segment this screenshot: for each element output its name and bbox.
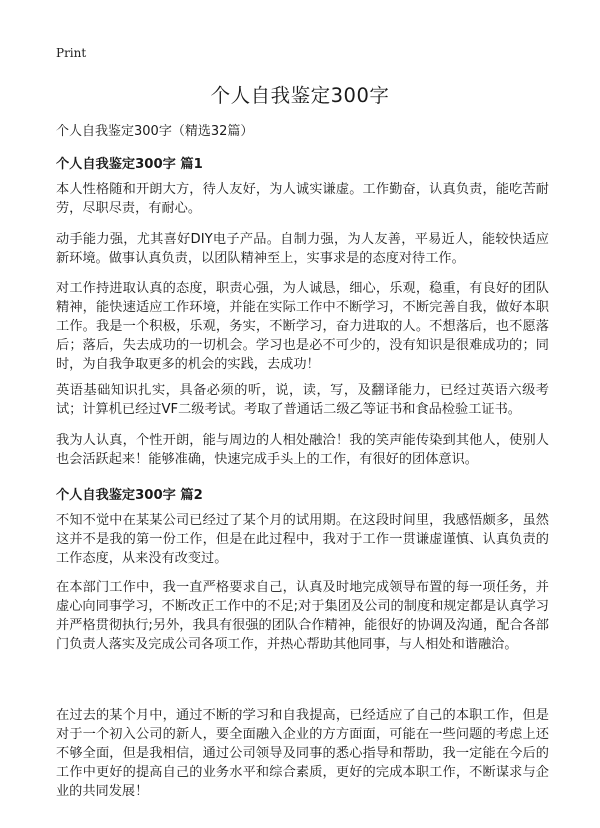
paragraph: 英语基础知识扎实，具备必须的听，说，读，写，及翻译能力，已经过英语六级考试；计算机已经过VF二级考试。考取了普通话二级乙等证书和食品检验工证书。 xyxy=(56,383,549,417)
document-subtitle: 个人自我鉴定300字（精选32篇） xyxy=(56,124,254,139)
print-link[interactable]: Print xyxy=(56,46,87,60)
paragraph: 不知不觉中在某某公司已经过了某个月的试用期。在这段时间里，我感悟颇多，虽然这并不是我的第一份工作，但是在此过程中，我对于工作一贯谦虚谨慎、认真负责的工作态度，从来没有改变过。 xyxy=(56,513,549,566)
paragraph: 在本部门工作中，我一直严格要求自己，认真及时地完成领导布置的每一项任务，并虚心向同事学习，不断改正工作中的不足;对于集团及公司的制度和规定都是认真学习并严格贯彻执行;另外，我具有很强的团队合作精神，能很好的协调及沟通，配合各部门负责人落实及完成公司各项工作，并热心帮助其他同事，与人相处和谐融洽。 xyxy=(56,580,549,652)
paragraph: 动手能力强，尤其喜好DIY电子产品。自制力强，为人友善，平易近人，能较快适应新环境。做事认真负责，以团队精神至上，实事求是的态度对待工作。 xyxy=(56,232,549,266)
section-heading-1: 个人自我鉴定300字 篇1 xyxy=(56,157,203,172)
section-heading-2: 个人自我鉴定300字 篇2 xyxy=(56,488,203,503)
paragraph: 我为人认真，个性开朗，能与周边的人相处融洽！我的笑声能传染到其他人，使别人也会活跃起来！能够准确，快速完成手头上的工作，有很好的团体意识。 xyxy=(56,433,549,467)
page-title: 个人自我鉴定300字 xyxy=(210,84,390,107)
paragraph: 对工作持进取认真的态度，职责心强，为人诚恳，细心，乐观，稳重，有良好的团队精神，能快速适应工作环境，并能在实际工作中不断学习，不断完善自我，做好本职工作。我是一个积极，乐观，务实，不断学习，奋力进取的人。不想落后，也不愿落后；落后，失去成功的一切机会。学习也是必不可少的，没有知识是很难成功的；同时，为自我争取更多的机会的实践，去成功！ xyxy=(56,281,549,372)
paragraph: 在过去的某个月中，通过不断的学习和自我提高，已经适应了自己的本职工作，但是对于一个初入公司的新人，要全面融入企业的方方面面，可能在一些问题的考虑上还不够全面，但是我相信，通过公司领导及同事的悉心指导和帮助，我一定能在今后的工作中更好的提高自己的业务水平和综合素质，更好的完成本职工作，不断谋求与企业的共同发展！ xyxy=(56,708,549,799)
paragraph: 本人性格随和开朗大方，待人友好，为人诚实谦虚。工作勤奋，认真负责，能吃苦耐劳，尽职尽责，有耐心。 xyxy=(56,182,549,216)
